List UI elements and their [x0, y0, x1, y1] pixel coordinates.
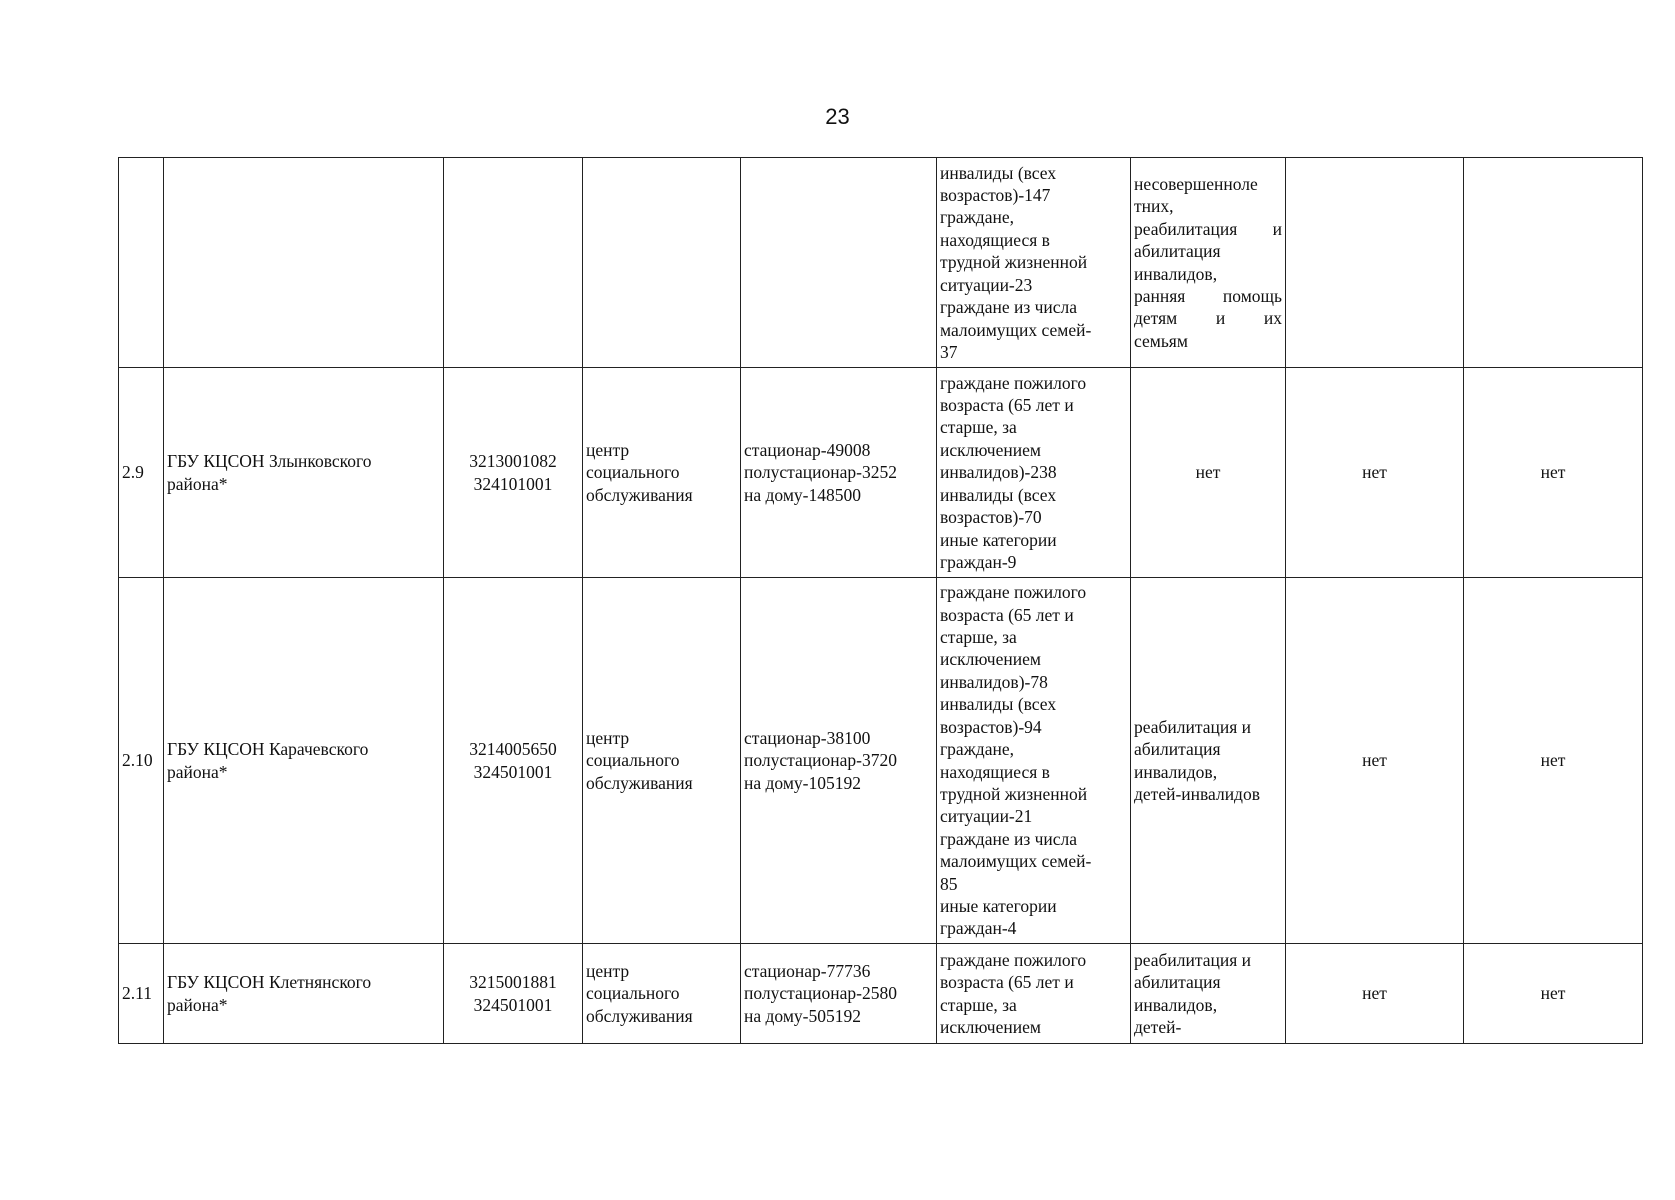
categories-line: находящиеся в [940, 761, 1050, 782]
type-line: социального [586, 983, 680, 1004]
services-line: семьям [1134, 330, 1188, 351]
recipient-categories [937, 944, 1131, 1044]
name-line: ГБУ КЦСОН Карачевского [167, 739, 369, 760]
categories-line: граждан-4 [940, 918, 1017, 939]
categories-line: исключением [940, 439, 1041, 460]
type-line: социального [586, 462, 680, 483]
categories-line: граждане из числа [940, 828, 1078, 849]
categories-line: иные категории [940, 529, 1057, 550]
cell-capacity [741, 158, 937, 368]
type-line: социального [586, 750, 680, 771]
services-line: абилитация [1134, 972, 1221, 993]
institution-type [583, 944, 741, 1044]
capacity-line: полустационар-2580 [744, 983, 897, 1004]
type-line: центр [586, 439, 630, 460]
categories-line: инвалиды (всех [940, 484, 1057, 505]
row-number: 2.11 [119, 944, 164, 1044]
categories-line: граждане пожилого [940, 372, 1087, 393]
categories-line: малоимущих семей- [940, 851, 1092, 872]
categories-line: исключением [940, 1016, 1041, 1037]
categories-line: граждане из числа [940, 297, 1078, 318]
table-row [119, 368, 1643, 578]
name-line: ГБУ КЦСОН Клетнянского [167, 972, 372, 993]
inn: 3214005650 [469, 739, 557, 760]
col8-value: нет [1286, 578, 1464, 944]
categories-line: инвалиды (всех [940, 694, 1057, 715]
capacity [741, 368, 937, 578]
services-line: абилитация [1134, 739, 1221, 760]
categories-line: инвалидов)-78 [940, 671, 1048, 692]
capacity-line: на дому-105192 [744, 772, 861, 793]
capacity-line: стационар-77736 [744, 960, 871, 981]
categories-line: ситуации-21 [940, 806, 1033, 827]
categories-line: граждане, [940, 207, 1014, 228]
services-line: детей-инвалидов [1134, 783, 1260, 804]
categories-line: 85 [940, 873, 958, 894]
categories-line: старше, за [940, 994, 1017, 1015]
services [1131, 944, 1286, 1044]
name-line: района* [167, 994, 228, 1015]
services-line: несовершенноле [1134, 173, 1258, 194]
capacity-line: на дому-505192 [744, 1005, 861, 1026]
recipient-categories [937, 578, 1131, 944]
categories-line: возраста (65 лет и [940, 972, 1074, 993]
type-line: центр [586, 960, 630, 981]
name-line: района* [167, 473, 228, 494]
cell-services [1131, 158, 1286, 368]
services-line: реабилитация и [1134, 716, 1252, 737]
kpp: 324101001 [473, 473, 553, 494]
cell-num [119, 158, 164, 368]
categories-line: возрастов)-94 [940, 716, 1042, 737]
categories-line: инвалидов)-238 [940, 462, 1057, 483]
services-line: детям и их [1134, 308, 1282, 329]
cell-categories [937, 158, 1131, 368]
services-line: инвалидов, [1134, 263, 1218, 284]
categories-line: возрастов)-147 [940, 185, 1051, 206]
table-row-continuation [119, 158, 1643, 368]
inn-kpp [444, 578, 583, 944]
type-line: центр [586, 727, 630, 748]
categories-line: возраста (65 лет и [940, 604, 1074, 625]
categories-line: инвалиды (всех [940, 162, 1057, 183]
inn: 3215001881 [469, 972, 557, 993]
recipient-categories [937, 368, 1131, 578]
institution-name [164, 578, 444, 944]
type-line: обслуживания [586, 1005, 693, 1026]
capacity-line: стационар-49008 [744, 439, 871, 460]
type-line: обслуживания [586, 484, 693, 505]
services [1131, 578, 1286, 944]
cell-codes [444, 158, 583, 368]
col9-value: нет [1464, 944, 1643, 1044]
col9-value: нет [1464, 578, 1643, 944]
institution-name [164, 368, 444, 578]
col8-value: нет [1286, 368, 1464, 578]
page-number: 23 [825, 104, 850, 129]
services-line: реабилитация и [1134, 949, 1252, 970]
categories-line: малоимущих семей- [940, 319, 1092, 340]
categories-line: возрастов)-70 [940, 507, 1042, 528]
services-line: реабилитация и [1134, 218, 1282, 239]
categories-line: граждане пожилого [940, 582, 1087, 603]
services-line: ранняя помощь [1134, 285, 1282, 306]
capacity-line: полустационар-3720 [744, 750, 897, 771]
categories-line: иные категории [940, 895, 1057, 916]
categories-line: граждане пожилого [940, 949, 1087, 970]
categories-line: возраста (65 лет и [940, 395, 1074, 416]
institution-type [583, 368, 741, 578]
categories-line: исключением [940, 649, 1041, 670]
row-number: 2.10 [119, 578, 164, 944]
col8-value: нет [1286, 944, 1464, 1044]
capacity [741, 578, 937, 944]
categories-line: старше, за [940, 417, 1017, 438]
capacity-line: полустационар-3252 [744, 462, 897, 483]
categories-line: трудной жизненной [940, 252, 1088, 273]
cell-col9 [1464, 158, 1643, 368]
institution-name [164, 944, 444, 1044]
kpp: 324501001 [473, 761, 553, 782]
services-line: инвалидов, [1134, 994, 1218, 1015]
capacity [741, 944, 937, 1044]
categories-line: старше, за [940, 627, 1017, 648]
categories-line: находящиеся в [940, 229, 1050, 250]
categories-line: граждан-9 [940, 551, 1017, 572]
kpp: 324501001 [473, 994, 553, 1015]
inn-kpp [444, 944, 583, 1044]
capacity-line: на дому-148500 [744, 484, 861, 505]
services-line: тних, [1134, 196, 1174, 217]
table-row [119, 578, 1643, 944]
row-number: 2.9 [119, 368, 164, 578]
name-line: района* [167, 761, 228, 782]
capacity-line: стационар-38100 [744, 727, 871, 748]
cell-col8 [1286, 158, 1464, 368]
categories-line: ситуации-23 [940, 274, 1033, 295]
inn: 3213001082 [469, 451, 557, 472]
type-line: обслуживания [586, 772, 693, 793]
services-line: детей- [1134, 1016, 1182, 1037]
table-row [119, 944, 1643, 1044]
services: нет [1131, 368, 1286, 578]
categories-line: трудной жизненной [940, 783, 1088, 804]
inn-kpp [444, 368, 583, 578]
services-line: абилитация [1134, 241, 1221, 262]
col9-value: нет [1464, 368, 1643, 578]
name-line: ГБУ КЦСОН Злынковского [167, 451, 372, 472]
services-line: инвалидов, [1134, 761, 1218, 782]
categories-line: граждане, [940, 739, 1014, 760]
institution-type [583, 578, 741, 944]
cell-name [164, 158, 444, 368]
institutions-table [118, 157, 1643, 1044]
cell-type [583, 158, 741, 368]
categories-line: 37 [940, 341, 958, 362]
